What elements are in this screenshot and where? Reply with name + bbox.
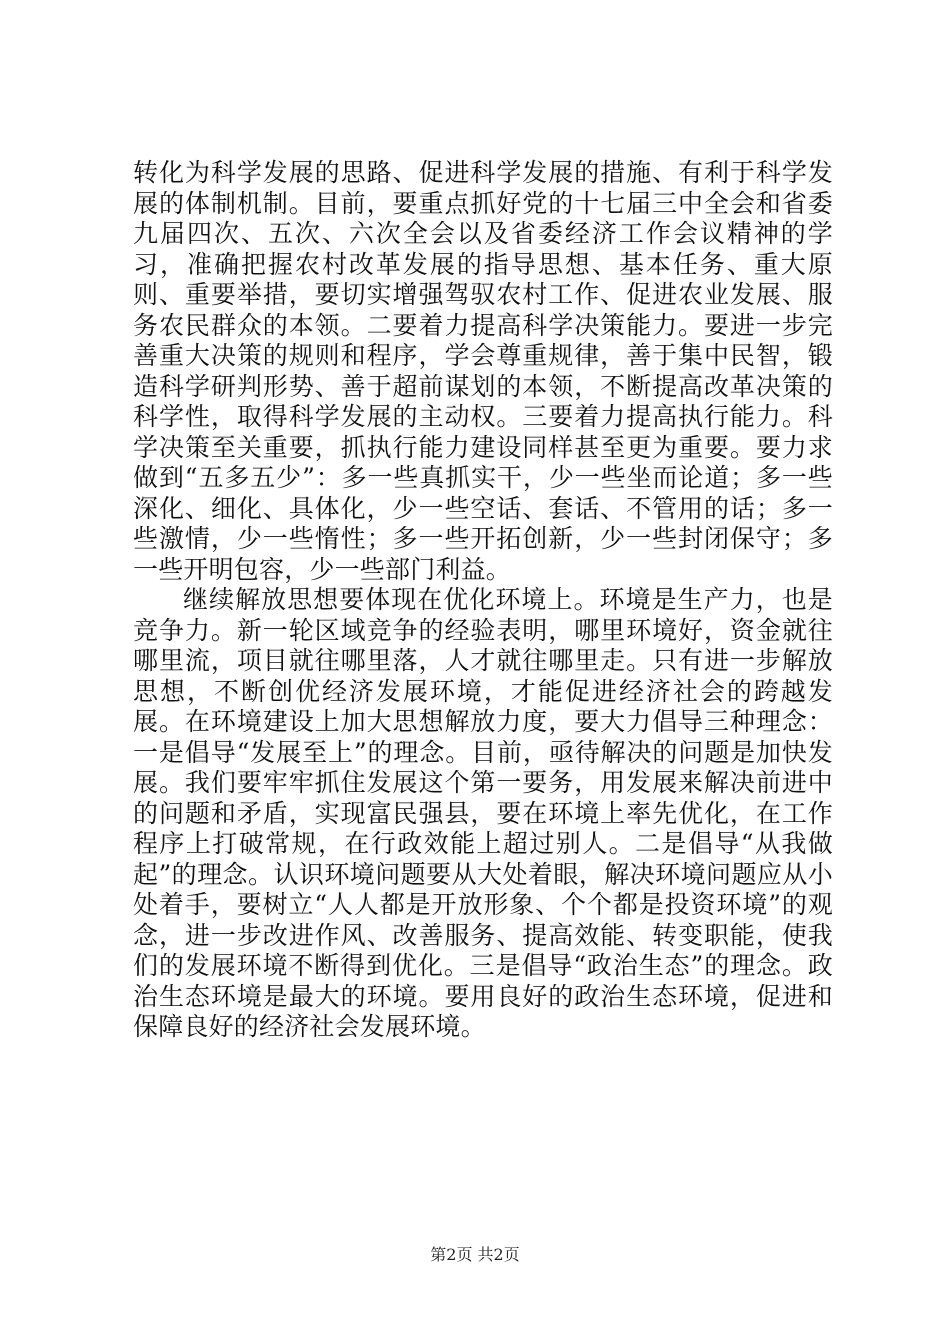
document-body bbox=[133, 158, 833, 1043]
body-paragraph-continuation: 转化为科学发展的思路、促进科学发展的措施、有利于科学发展的体制机制。目前，要重点抓好党的十七届三中全会和省委九届四次、五次、六次全会以及省委经济工作会议精神的学习，准确把握农村改革发展的指导思想、基本任务、重大原则、重要举措，要切实增强驾驭农村工作、促进农业发展、服务农民群众的本领。二要着力提高科学决策能力。要进一步完善重大决策的规则和程序，学会尊重规律，善于集中民智，锻造科学研判形势、善于超前谋划的本领，不断提高改革决策的科学性，取得科学发展的主动权。三要着力提高执行能力。科学决策至关重要，抓执行能力建设同样甚至更为重要。要力求做到“五多五少”：多一些真抓实干，少一些坐而论道；多一些深化、细化、具体化，少一些空话、套话、不管用的话；多一些激情，少一些惰性；多一些开拓创新，少一些封闭保守；多一些开明包容，少一些部门利益。 bbox=[133, 158, 833, 584]
body-paragraph-environment: 继续解放思想要体现在优化环境上。环境是生产力，也是竞争力。新一轮区域竞争的经验表明，哪里环境好，资金就往哪里流，项目就往哪里落，人才就往哪里走。只有进一步解放思想，不断创优经济发展环境，才能促进经济社会的跨越发展。在环境建设上加大思想解放力度，要大力倡导三种理念：一是倡导“发展至上”的理念。目前，亟待解决的问题是加快发展。我们要牢牢抓住发展这个第一要务，用发展来解决前进中的问题和矛盾，实现富民强县，要在环境上率先优化，在工作程序上打破常规，在行政效能上超过别人。二是倡导“从我做起”的理念。认识环境问题要从大处着眼，解决环境问题应从小处着手，要树立“人人都是开放形象、个个都是投资环境”的观念，进一步改进作风、改善服务、提高效能、转变职能，使我们的发展环境不断得到优化。三是倡导“政治生态”的理念。政治生态环境是最大的环境。要用良好的政治生态环境，促进和保障良好的经济社会发展环境。 bbox=[133, 585, 833, 1041]
page-number-footer: 第2页 共2页 bbox=[430, 1245, 520, 1264]
